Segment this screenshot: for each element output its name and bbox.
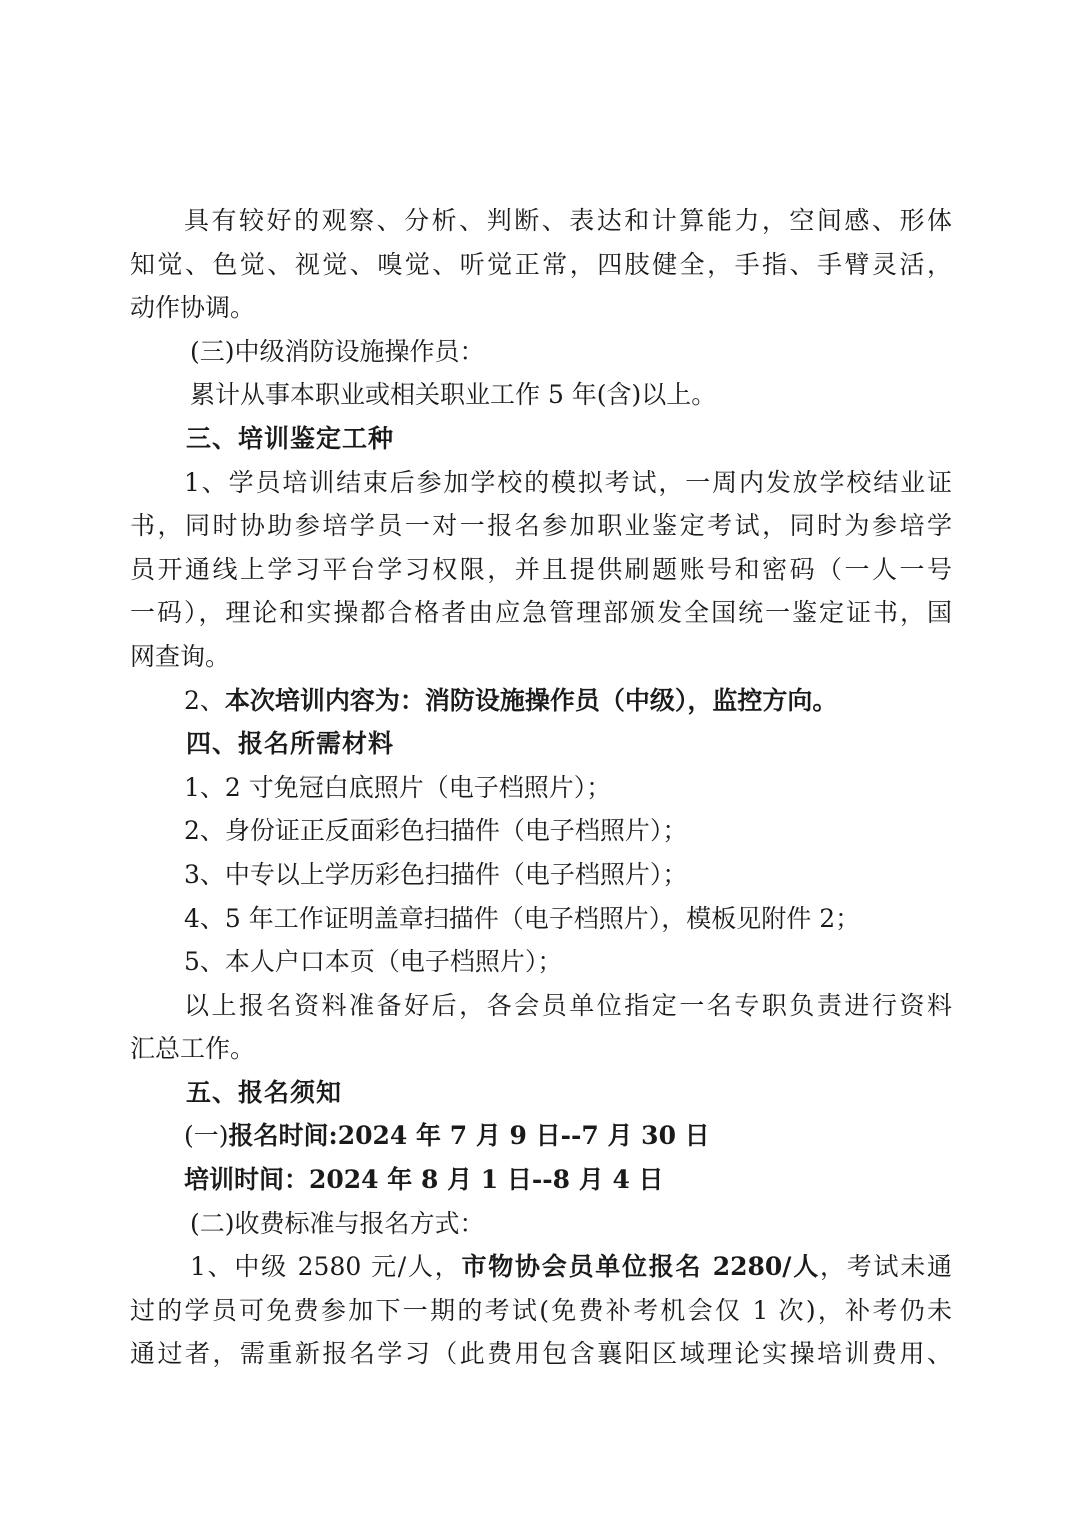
- paragraph-line: 知觉、色觉、视觉、嗅觉、听觉正常，四肢健全，手指、手臂灵活，: [130, 249, 952, 279]
- material-item: 3、中专以上学历彩色扫描件（电子档照片）；: [184, 859, 688, 889]
- paragraph-line: 网查询。: [130, 641, 231, 671]
- paragraph-line: 具有较好的观察、分析、判断、表达和计算能力，空间感、形体: [184, 206, 952, 235]
- paragraph-line: 累计从事本职业或相关职业工作 5 年(含)以上。: [190, 380, 717, 410]
- material-item: 2、身份证正反面彩色扫描件（电子档照片）；: [184, 816, 688, 846]
- paragraph-line: 一码），理论和实操都合格者由应急管理部颁发全国统一鉴定证书，国: [130, 598, 952, 628]
- paragraph-line: 书，同时协助参培学员一对一报名参加职业鉴定考试，同时为参培学: [130, 511, 952, 541]
- section-heading-3: 三、培训鉴定工种: [186, 423, 395, 453]
- item-prefix: (一): [184, 1121, 229, 1151]
- paragraph-line: 过的学员可免费参加下一期的考试(免费补考机会仅 1 次)，补考仍未: [130, 1295, 952, 1325]
- section-heading-4: 四、报名所需材料: [186, 729, 395, 759]
- fee-text: 1、中级 2580 元/人，: [190, 1252, 462, 1282]
- training-time: 培训时间：2024 年 8 月 1 日--8 月 4 日: [184, 1165, 664, 1195]
- paragraph-line: 动作协调。: [130, 293, 256, 323]
- material-item: 4、5 年工作证明盖章扫描件（电子档照片），模板见附件 2；: [184, 903, 861, 933]
- fee-line: [130, 1245, 952, 1289]
- paragraph-line: 以上报名资料准备好后，各会员单位指定一名专职负责进行资料: [184, 990, 952, 1020]
- fee-text-cont: ，考试未通: [819, 1252, 952, 1282]
- member-fee-text: 市物协会员单位报名 2280/人: [461, 1252, 820, 1282]
- item-number: 2、: [184, 685, 225, 715]
- subsection-title: (三)中级消防设施操作员：: [190, 336, 485, 366]
- paragraph-line: 1、学员培训结束后参加学校的模拟考试，一周内发放学校结业证: [184, 467, 952, 497]
- material-item: 1、2 寸免冠白底照片（电子档照片）；: [184, 772, 612, 802]
- registration-time: [130, 1114, 952, 1158]
- document-body: [130, 199, 952, 1376]
- paragraph-line: 汇总工作。: [130, 1034, 256, 1064]
- registration-time-text: 报名时间:2024 年 7 月 9 日--7 月 30 日: [228, 1121, 710, 1151]
- training-content-line: [130, 679, 952, 723]
- material-item: 5、本人户口本页（电子档照片）；: [184, 947, 563, 977]
- paragraph-line: 通过者，需重新报名学习（此费用包含襄阳区域理论实操培训费用、: [130, 1339, 952, 1369]
- paragraph-line: 员开通线上学习平台学习权限，并且提供刷题账号和密码（一人一号: [130, 554, 952, 584]
- section-heading-5: 五、报名须知: [186, 1077, 343, 1107]
- subsection-title: (二)收费标准与报名方式：: [190, 1208, 485, 1238]
- training-content-text: 本次培训内容为：消防设施操作员（中级），监控方向。: [224, 685, 838, 715]
